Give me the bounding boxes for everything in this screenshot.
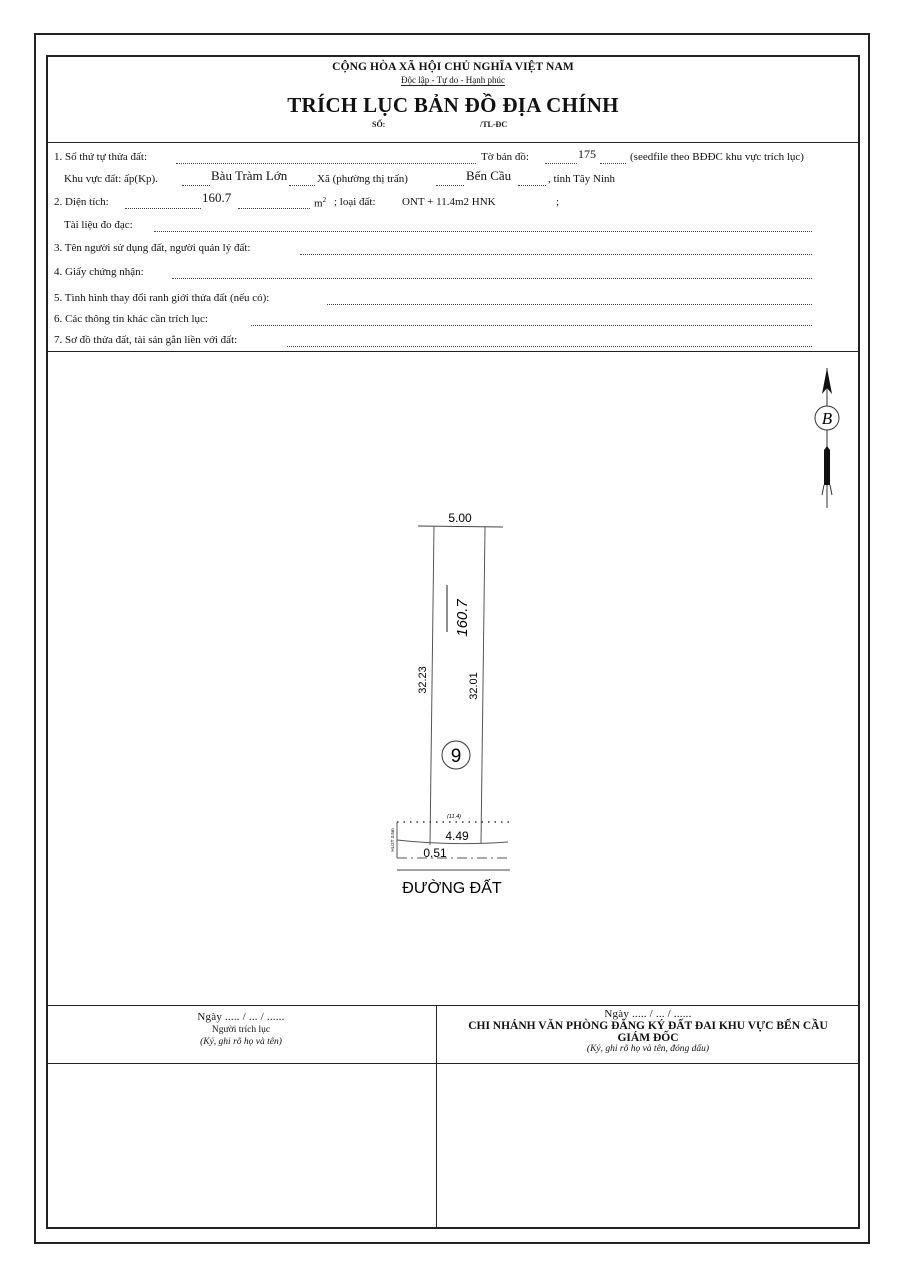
hamlet-value: Bàu Tràm Lớn [211,168,288,183]
parcel-number-value: 9 [450,746,462,767]
right-length-label: 32.01 [468,672,480,700]
commune-value: Bến Cầu [466,168,512,183]
diagram-label: 7. Sơ đồ thửa đất, tài sản gắn liền với đất: [54,334,238,346]
sheet-label: Tờ bản đồ: [481,151,529,163]
land-type-value: ONT + 11.4m2 HNK [402,196,496,208]
unit-superscript: 2 [322,196,327,204]
area-label: Khu vực đất: ấp(Kp). [64,173,158,185]
province-label: , tỉnh Tây Ninh [548,173,616,185]
signature-left [46,1011,436,1047]
sheet-note: (seedfile theo BĐĐC khu vực trích lục) [630,151,804,163]
commune-label: Xã (phường thị trấn) [317,173,408,185]
parcel-number-label: 1. Số thứ tự thửa đất: [54,151,148,163]
bottom-width-label: 4.49 [445,829,469,843]
right-office: CHI NHÁNH VĂN PHÒNG ĐĂNG KÝ ĐẤT ĐAI KHU VỰC BẾN CẦU [468,1020,828,1032]
road-label: ĐƯỜNG ĐẤT [402,880,502,897]
right-role: GIÁM ĐỐC [617,1032,679,1044]
owner-label: 3. Tên người sử dụng đất, người quản lý đất: [54,242,251,254]
sheet-value: 175 [578,147,596,161]
offset-label: 0.51 [423,846,447,860]
nation-heading: CỘNG HÒA XÃ HỘI CHỦ NGHĨA VIỆT NAM [332,61,574,73]
left-date: Ngày ..... / ... / ...... [197,1011,285,1023]
land-type-end: ; [556,196,560,208]
hnk-area-label: (11.4) [447,814,461,820]
left-length-label: 32.23 [417,666,429,694]
certificate-label: 4. Giấy chứng nhận: [54,266,144,278]
top-width-label: 5.00 [448,511,472,525]
right-date: Ngày ..... / ... / ...... [604,1008,692,1020]
land-type-label: ; loại đất: [334,196,376,208]
survey-docs-label: Tài liệu đo đạc: [64,219,133,231]
area-size-label: 2. Diện tích: [54,196,109,208]
document-number-label: SỐ: [372,120,386,129]
parcel-area-label: 160.7 [454,599,471,637]
signature-right [436,1008,860,1055]
left-role: Người trích lục [211,1025,271,1035]
north-symbol: B [821,409,833,428]
document-title: TRÍCH LỤC BẢN ĐỒ ĐỊA CHÍNH [287,93,619,117]
north-arrow-icon [815,368,839,508]
unit-text: m [314,197,323,210]
boundary-change-label: 5. Tình hình thay đổi ranh giới thửa đất (nếu có): [54,292,270,304]
right-hint: (Ký, ghi rõ họ và tên, đóng dấu) [586,1044,710,1054]
setback-label: HLGT 3.5m [390,828,395,852]
signature-top-divider [46,1005,860,1006]
other-info-label: 6. Các thông tin khác cần trích lục: [54,313,208,325]
left-hint: (Ký, ghi rõ họ và tên) [200,1037,282,1047]
signature-header-divider [46,1063,860,1064]
area-size-value: 160.7 [202,190,232,205]
motto-text: Độc lập - Tự do - Hạnh phúc [401,75,505,85]
document-number-suffix: /TL-ĐC [480,120,508,129]
